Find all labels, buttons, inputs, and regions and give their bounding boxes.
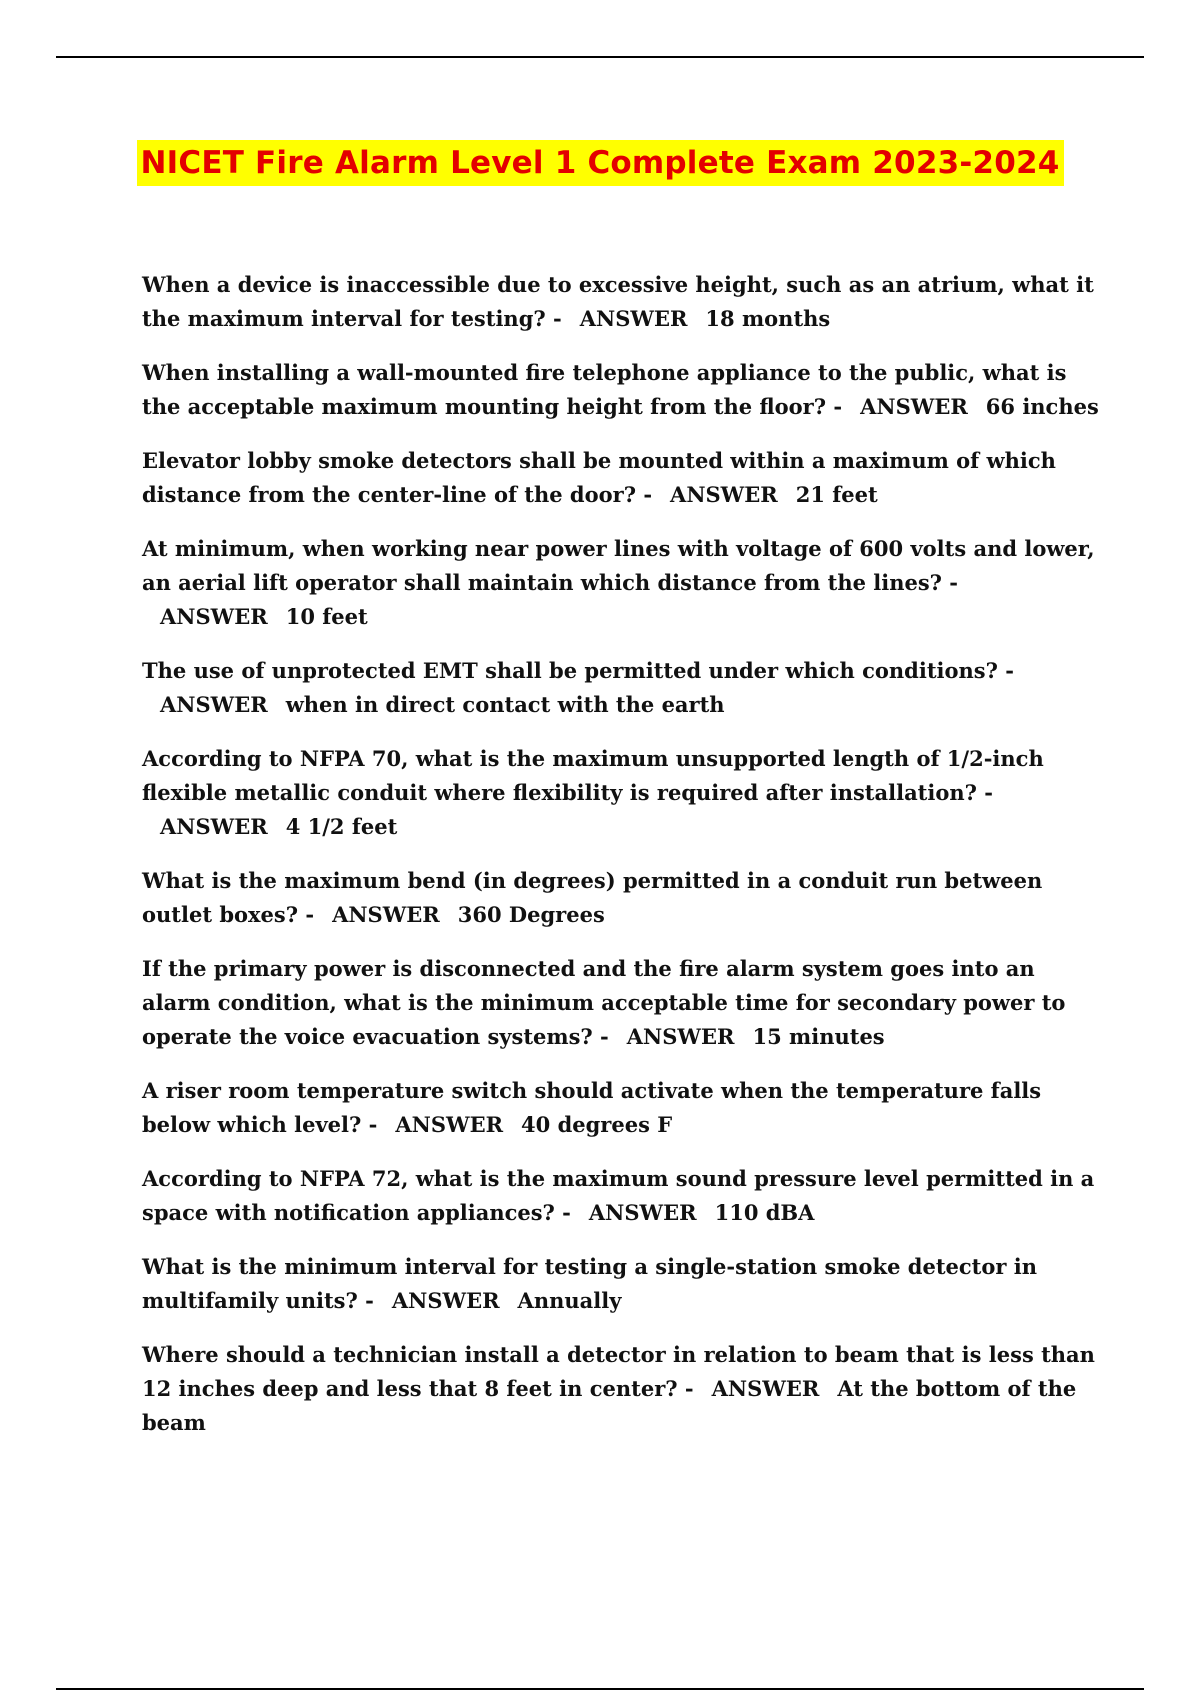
- question-text: According to NFPA 72, what is the maximum sound pressure level permitted in a space with notification appliances? -: [142, 1166, 1095, 1225]
- question-text: A riser room temperature switch should activate when the temperature falls below which level? -: [142, 1078, 1042, 1137]
- question-text: When installing a wall-mounted fire telephone appliance to the public, what is the acceptable maximum mounting height from the floor? -: [142, 360, 1067, 419]
- answer-text: 360 Degrees: [457, 902, 605, 927]
- title-container: [0, 140, 1200, 186]
- qa-item: [142, 1162, 1102, 1230]
- answer-label: ANSWER: [160, 692, 268, 717]
- answer-label: ANSWER: [160, 604, 268, 629]
- qa-item: [142, 1250, 1102, 1318]
- qa-item: [142, 952, 1102, 1054]
- qa-item: [142, 742, 1102, 844]
- answer-text: At the bottom of the beam: [142, 1376, 1077, 1435]
- answer-text: 66 inches: [985, 394, 1099, 419]
- question-text: What is the maximum bend (in degrees) permitted in a conduit run between outlet boxes? -: [142, 868, 1043, 927]
- answer-label: ANSWER: [391, 1288, 500, 1313]
- answer-label: ANSWER: [711, 1376, 820, 1401]
- qa-item: [142, 356, 1102, 424]
- answer-label: ANSWER: [588, 1200, 697, 1225]
- answer-label: ANSWER: [860, 394, 968, 419]
- header-rule: [56, 56, 1144, 58]
- qa-item: [142, 864, 1102, 932]
- answer-text: 110 dBA: [714, 1200, 815, 1225]
- answer-label: ANSWER: [670, 482, 778, 507]
- question-text: When a device is inaccessible due to excessive height, such as an atrium, what it the maximum interval for testing? -: [142, 272, 1094, 331]
- qa-item: [142, 1338, 1102, 1440]
- question-text: Where should a technician install a detector in relation to beam that is less than 12 inches deep and less that 8 feet in center? -: [142, 1342, 1095, 1401]
- answer-text: when in direct contact with the earth: [285, 692, 725, 717]
- answer-text: 15 minutes: [752, 1024, 885, 1049]
- question-text: At minimum, when working near power lines with voltage of 600 volts and lower, an aerial lift operator shall maintain which distance from the lines? -: [142, 536, 1095, 595]
- footer-rule: [56, 1688, 1144, 1690]
- answer-text: 18 months: [705, 306, 831, 331]
- qa-item: [142, 444, 1102, 512]
- answer-label: ANSWER: [579, 306, 688, 331]
- answer-label: ANSWER: [395, 1112, 504, 1137]
- question-text: What is the minimum interval for testing a single-station smoke detector in multifamily units? -: [142, 1254, 1038, 1313]
- answer-text: 4 1/2 feet: [285, 814, 398, 839]
- qa-item: [142, 532, 1102, 634]
- answer-text: 21 feet: [795, 482, 878, 507]
- question-text: Elevator lobby smoke detectors shall be mounted within a maximum of which distance from the center-line of the door? -: [142, 448, 1056, 507]
- qa-list: [142, 268, 1102, 1460]
- question-text: If the primary power is disconnected and the fire alarm system goes into an alarm condition, what is the minimum acceptable time for secondary power to operate the voice evacuation systems? -: [142, 956, 1066, 1049]
- qa-item: [142, 654, 1102, 722]
- answer-text: Annually: [517, 1288, 622, 1313]
- question-text: The use of unprotected EMT shall be permitted under which conditions? -: [142, 658, 1014, 683]
- qa-item: [142, 268, 1102, 336]
- page-title: NICET Fire Alarm Level 1 Complete Exam 2023-2024: [137, 140, 1064, 186]
- answer-label: ANSWER: [626, 1024, 735, 1049]
- answer-text: 40 degrees F: [521, 1112, 673, 1137]
- qa-item: [142, 1074, 1102, 1142]
- question-text: According to NFPA 70, what is the maximum unsupported length of 1/2-inch flexible metallic conduit where flexibility is required after installation? -: [142, 746, 1044, 805]
- answer-label: ANSWER: [160, 814, 268, 839]
- answer-text: 10 feet: [285, 604, 368, 629]
- answer-label: ANSWER: [332, 902, 440, 927]
